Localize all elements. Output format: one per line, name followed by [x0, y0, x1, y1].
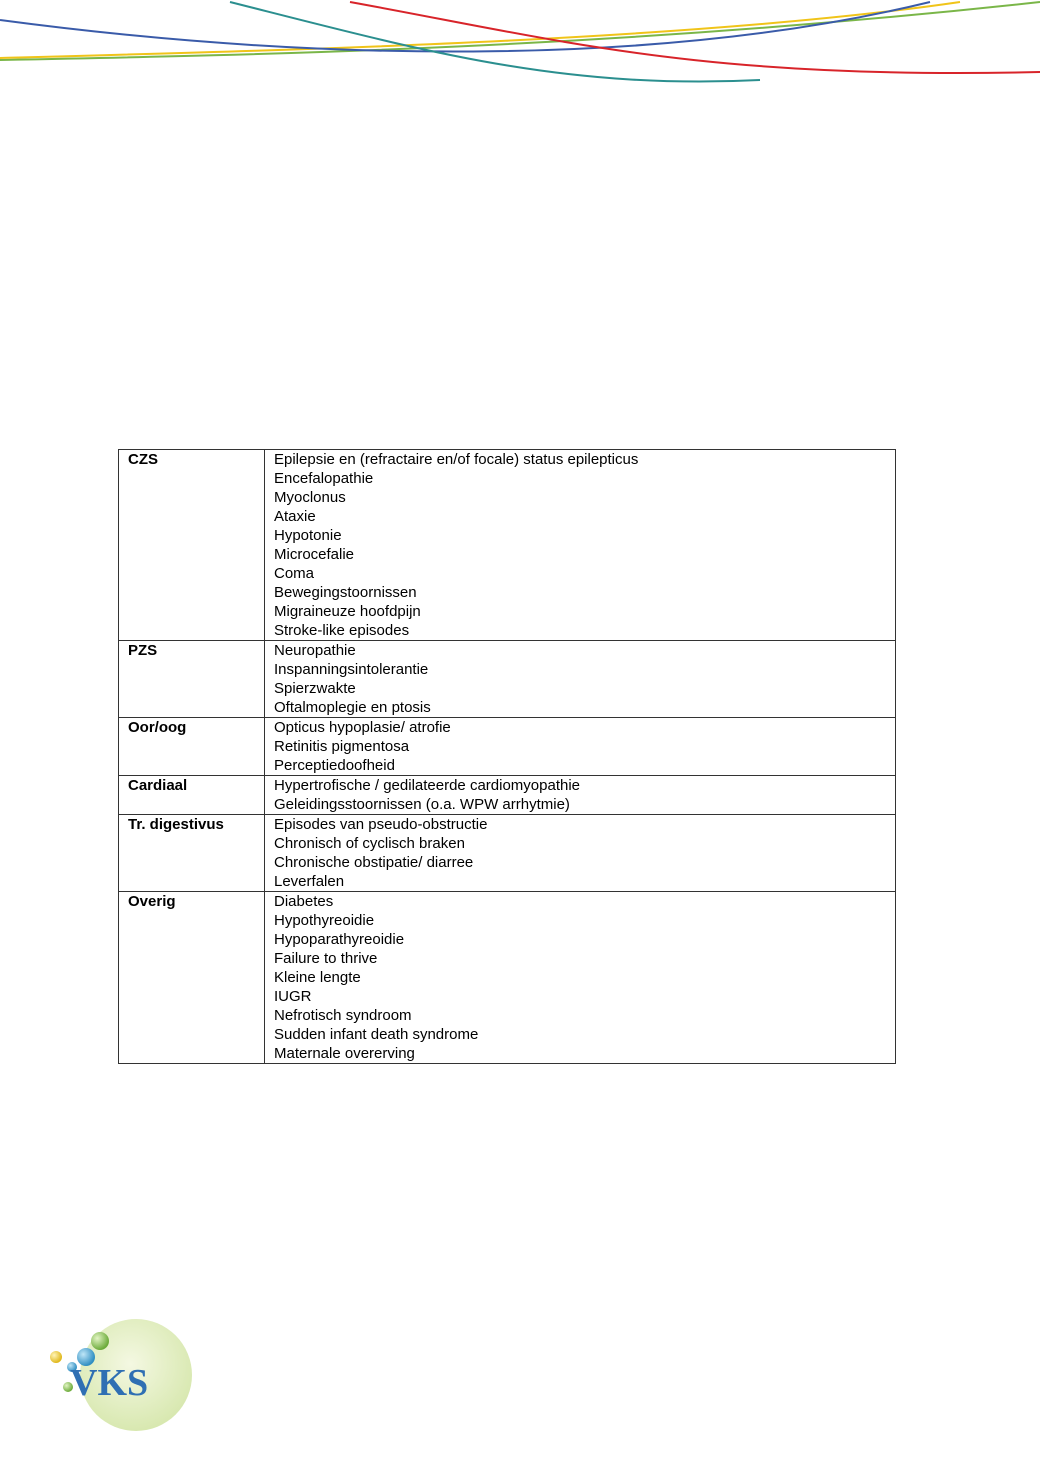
- symptom-item: Failure to thrive: [274, 950, 378, 967]
- symptom-item: Migraineuze hoofdpijn: [274, 603, 421, 620]
- items-cell: [265, 450, 896, 641]
- table-row: [119, 892, 896, 1064]
- swoosh-blue: [0, 2, 930, 52]
- symptom-item: Kleine lengte: [274, 969, 361, 986]
- table-row: [119, 776, 896, 815]
- swoosh-yellow: [0, 2, 960, 58]
- items-cell: [265, 776, 896, 815]
- table-body: [119, 450, 896, 1064]
- symptom-item: Hypotonie: [274, 527, 342, 544]
- symptom-item: IUGR: [274, 988, 312, 1005]
- symptom-item: Oftalmoplegie en ptosis: [274, 699, 431, 716]
- symptom-item: Encefalopathie: [274, 470, 374, 487]
- vks-logo: [42, 1315, 194, 1435]
- symptom-item: Hypothyreoidie: [274, 912, 375, 929]
- logo-text: VKS: [70, 1362, 149, 1404]
- symptom-item: Microcefalie: [274, 546, 355, 563]
- symptom-item: Chronische obstipatie/ diarree: [274, 854, 474, 871]
- symptom-item: Leverfalen: [274, 873, 345, 890]
- symptom-item: Ataxie: [274, 508, 316, 525]
- symptom-item: Hypertrofische / gedilateerde cardiomyopathie: [274, 777, 580, 794]
- category-cell: Cardiaal: [119, 776, 265, 815]
- table-row: [119, 641, 896, 718]
- symptom-item: Chronisch of cyclisch braken: [274, 835, 465, 852]
- symptom-item: Stroke-like episodes: [274, 622, 410, 639]
- logo-ball-green: [91, 1332, 109, 1350]
- symptom-table: [118, 449, 896, 1064]
- symptom-item: Coma: [274, 565, 315, 582]
- category-cell: Tr. digestivus: [119, 815, 265, 892]
- table-row: [119, 450, 896, 641]
- symptom-item: Geleidingsstoornissen (o.a. WPW arrhytmie): [274, 796, 570, 813]
- table-row: [119, 718, 896, 776]
- symptom-item: Diabetes: [274, 893, 334, 910]
- items-cell: [265, 718, 896, 776]
- symptom-item: Hypoparathyreoidie: [274, 931, 405, 948]
- symptom-item: Maternale overerving: [274, 1045, 415, 1062]
- items-cell: [265, 815, 896, 892]
- symptom-item: Nefrotisch syndroom: [274, 1007, 412, 1024]
- items-cell: [265, 892, 896, 1064]
- symptom-item: Neuropathie: [274, 642, 356, 659]
- symptom-item: Inspanningsintolerantie: [274, 661, 429, 678]
- symptom-item: Myoclonus: [274, 489, 346, 506]
- table-row: [119, 815, 896, 892]
- symptom-item: Bewegingstoornissen: [274, 584, 417, 601]
- category-cell: Overig: [119, 892, 265, 1064]
- items-cell: [265, 641, 896, 718]
- symptom-item: Spierzwakte: [274, 680, 356, 697]
- symptom-item: Retinitis pigmentosa: [274, 738, 410, 755]
- category-cell: CZS: [119, 450, 265, 641]
- symptom-item: Perceptiedoofheid: [274, 757, 395, 774]
- symptom-item: Sudden infant death syndrome: [274, 1026, 479, 1043]
- logo-ball-yellow: [50, 1351, 62, 1363]
- symptom-item: Epilepsie en (refractaire en/of focale) status epilepticus: [274, 451, 639, 468]
- symptom-item: Opticus hypoplasie/ atrofie: [274, 719, 451, 736]
- header-decoration: [0, 0, 1040, 90]
- category-cell: Oor/oog: [119, 718, 265, 776]
- category-cell: PZS: [119, 641, 265, 718]
- symptom-item: Episodes van pseudo-obstructie: [274, 816, 488, 833]
